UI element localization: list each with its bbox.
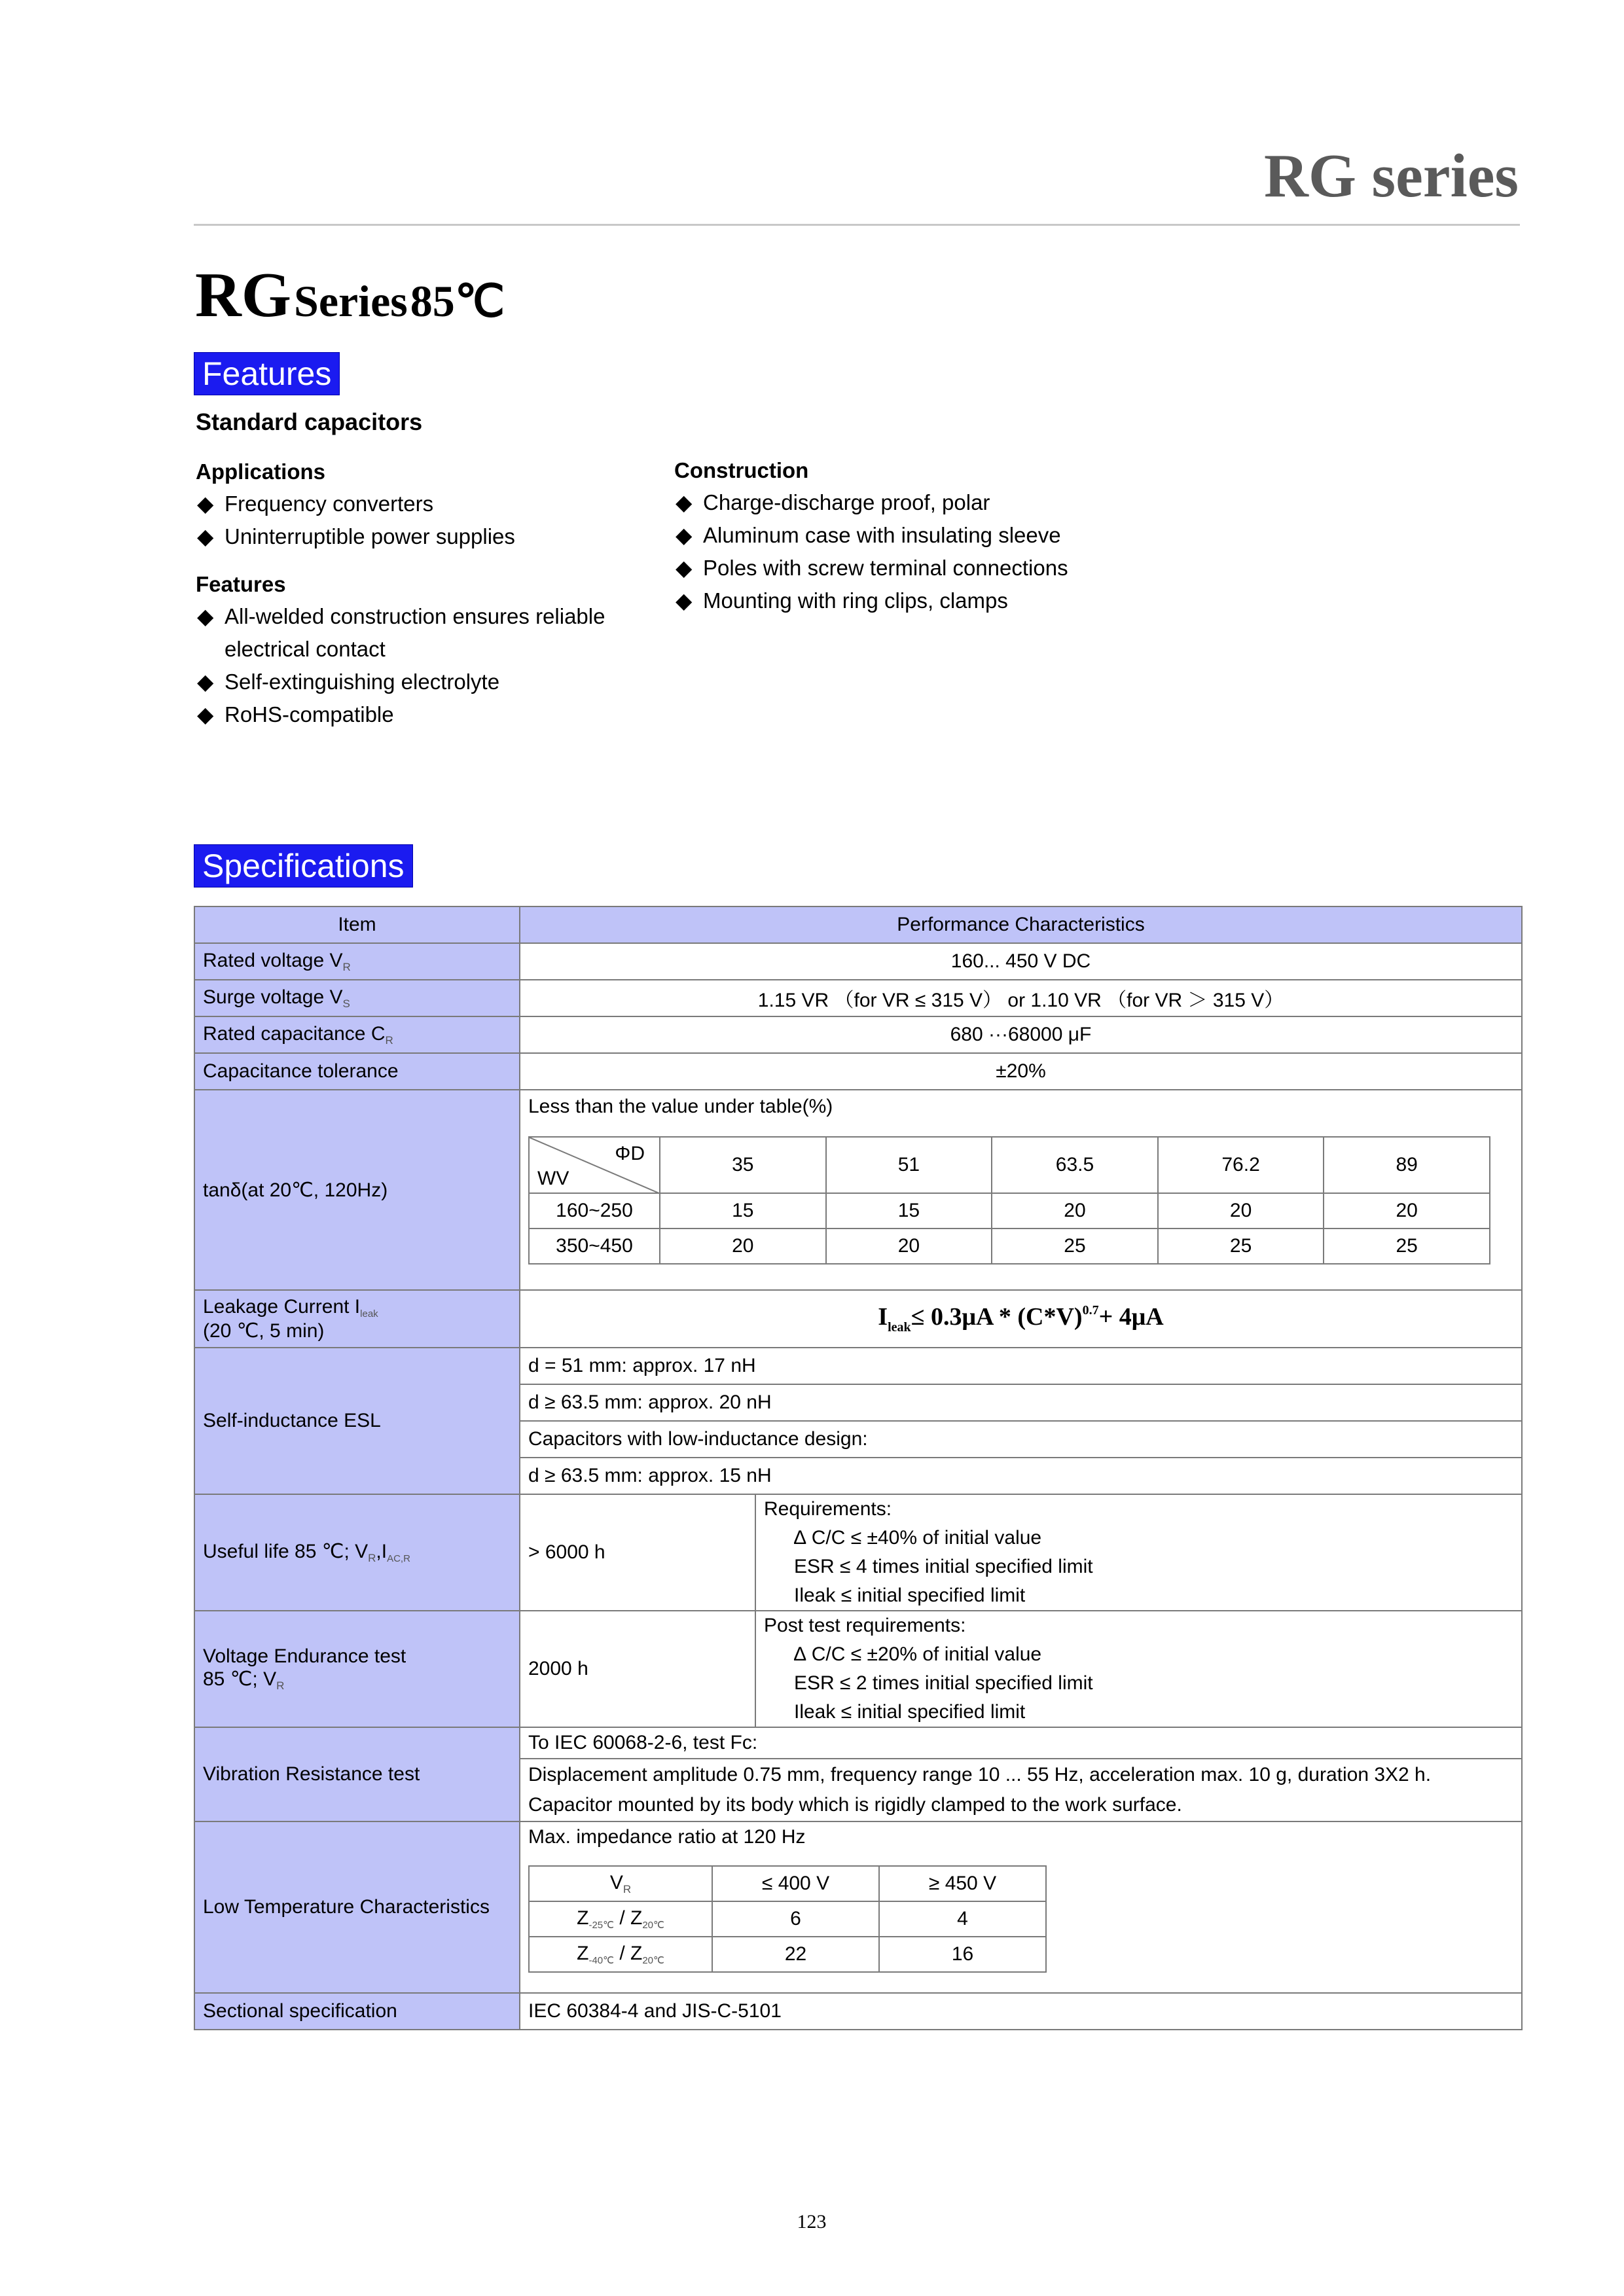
diamond-bullet-icon: ◆ bbox=[197, 670, 214, 694]
table-row bbox=[194, 1494, 1522, 1611]
leakage-label: Leakage Current $I_{leak}$ (20 ℃, 5 min) bbox=[194, 1290, 520, 1348]
sectional-label: Sectional specification bbox=[194, 1993, 520, 2030]
diameter-header: 63.5 bbox=[992, 1137, 1158, 1193]
vibration-label: Vibration Resistance test bbox=[194, 1727, 520, 1821]
table-row bbox=[194, 1348, 1522, 1384]
capacitance-tolerance-value: ±20% bbox=[520, 1053, 1522, 1090]
table-row: $Z_{-25℃} / Z_{20℃}$ 6 4 bbox=[529, 1901, 1046, 1937]
rated-capacitance-label: Rated capacitance $C_R$ bbox=[194, 1016, 520, 1053]
table-row bbox=[194, 1090, 1522, 1290]
useful-life-label: Useful life 85 ℃; $V_R,I_{AC,R}$ bbox=[194, 1494, 520, 1611]
diamond-bullet-icon: ◆ bbox=[676, 490, 693, 514]
rated-voltage-value: 160... 450 V DC bbox=[520, 943, 1522, 980]
low-temp-cell bbox=[520, 1821, 1522, 1993]
features-list bbox=[196, 600, 605, 731]
specifications-table bbox=[194, 906, 1523, 2030]
diameter-header: 89 bbox=[1324, 1137, 1490, 1193]
low-temp-table bbox=[528, 1865, 1047, 1973]
rated-voltage-label: Rated voltage $V_R$ bbox=[194, 943, 520, 980]
leakage-formula: $I_{leak}\le 0.3\mu A * (C*V)^{0.7}+ 4\mu A$ bbox=[520, 1290, 1522, 1348]
list-item: ◆ Frequency converters bbox=[196, 488, 515, 520]
vibration-line: To IEC 60068-2-6, test Fc: bbox=[520, 1727, 1522, 1759]
list-item: ◆ Uninterruptible power supplies bbox=[196, 520, 515, 553]
list-item: ◆ Aluminum case with insulating sleeve bbox=[674, 519, 1068, 552]
construction-heading: Construction bbox=[674, 458, 809, 482]
tan-delta-corner-cell bbox=[529, 1137, 660, 1193]
title-series-word: Series bbox=[294, 276, 408, 326]
table-row bbox=[194, 1290, 1522, 1348]
header-item: Item bbox=[194, 906, 520, 943]
esl-line: d = 51 mm: approx. 17 nH bbox=[520, 1348, 1522, 1384]
table-row bbox=[194, 1821, 1522, 1993]
table-header-row bbox=[194, 906, 1522, 943]
table-row: 160~250 15 15 20 20 20 bbox=[529, 1193, 1490, 1229]
vr-header: $V_R$ bbox=[529, 1866, 712, 1901]
table-row: $Z_{-40℃} / Z_{20℃}$ 22 16 bbox=[529, 1937, 1046, 1972]
vibration-details: Displacement amplitude 0.75 mm, frequency range 10 ... 55 Hz, acceleration max. 10 g, duration 3X2 h. Capacitor mounted by its body which is rigidly clamped to the work surface. bbox=[520, 1759, 1522, 1821]
voltage-endurance-requirements: Post test requirements: ∆ C/C ≤ ±20% of initial value ESR ≤ 2 times initial specified limit Ileak ≤ initial specified limit bbox=[755, 1611, 1522, 1727]
features-section-tag: Features bbox=[194, 352, 340, 395]
diamond-bullet-icon: ◆ bbox=[197, 702, 214, 726]
surge-voltage-value: 1.15 VR （for VR ≤ 315 V） or 1.10 VR （for VR ＞ 315 V） bbox=[520, 980, 1522, 1016]
voltage-col-header: ≥ 450 V bbox=[879, 1866, 1046, 1901]
construction-list bbox=[674, 486, 1068, 617]
title-temperature: 85℃ bbox=[410, 276, 505, 326]
diameter-header: 76.2 bbox=[1158, 1137, 1324, 1193]
sectional-value: IEC 60384-4 and JIS-C-5101 bbox=[520, 1993, 1522, 2030]
list-item: ◆ Mounting with ring clips, clamps bbox=[674, 584, 1068, 617]
list-item: ◆ Charge-discharge proof, polar bbox=[674, 486, 1068, 519]
useful-life-value: > 6000 h bbox=[520, 1494, 755, 1611]
diamond-bullet-icon: ◆ bbox=[676, 556, 693, 580]
list-item: ◆ Self-extinguishing electrolyte bbox=[196, 666, 605, 698]
tan-delta-table bbox=[528, 1136, 1490, 1265]
table-row bbox=[194, 980, 1522, 1016]
page-number: 123 bbox=[797, 2211, 827, 2233]
useful-life-requirements: Requirements: ∆ C/C ≤ ±40% of initial value ESR ≤ 4 times initial specified limit Ileak ≤ initial specified limit bbox=[755, 1494, 1522, 1611]
specifications-section-tag: Specifications bbox=[194, 844, 413, 888]
low-temp-note: Max. impedance ratio at 120 Hz bbox=[528, 1826, 806, 1848]
diamond-bullet-icon: ◆ bbox=[197, 524, 214, 548]
tan-delta-cell bbox=[520, 1090, 1522, 1290]
series-header: RG series bbox=[1264, 142, 1519, 210]
diamond-bullet-icon: ◆ bbox=[197, 492, 214, 516]
phi-d-label: ΦD bbox=[615, 1143, 645, 1164]
voltage-endurance-value: 2000 h bbox=[520, 1611, 755, 1727]
list-item: ◆ All-welded construction ensures reliable bbox=[196, 600, 605, 633]
applications-heading: Applications bbox=[196, 459, 326, 484]
table-row bbox=[194, 1016, 1522, 1053]
header-performance: Performance Characteristics bbox=[520, 906, 1522, 943]
esl-line: Capacitors with low-inductance design: bbox=[520, 1421, 1522, 1458]
list-item: ◆ Poles with screw terminal connections bbox=[674, 552, 1068, 584]
list-item: ◆ RoHS-compatible bbox=[196, 698, 605, 731]
header-divider bbox=[194, 224, 1520, 226]
esl-label: Self-inductance ESL bbox=[194, 1348, 520, 1494]
diameter-header: 35 bbox=[660, 1137, 826, 1193]
rated-capacitance-value: 680 ···68000 μF bbox=[520, 1016, 1522, 1053]
tan-delta-label: tanδ(at 20℃, 120Hz) bbox=[194, 1090, 520, 1290]
wv-label: WV bbox=[537, 1168, 569, 1189]
title-series-code: RG bbox=[195, 260, 291, 331]
table-row bbox=[194, 943, 1522, 980]
applications-list bbox=[196, 488, 515, 553]
diamond-bullet-icon: ◆ bbox=[676, 588, 693, 613]
table-row bbox=[194, 1611, 1522, 1727]
table-row bbox=[194, 1727, 1522, 1759]
low-temp-label: Low Temperature Characteristics bbox=[194, 1821, 520, 1993]
esl-line: d ≥ 63.5 mm: approx. 20 nH bbox=[520, 1384, 1522, 1421]
features-heading: Features bbox=[196, 572, 286, 596]
tan-delta-note: Less than the value under table(%) bbox=[528, 1096, 833, 1117]
page-title bbox=[195, 259, 505, 332]
table-row: 350~450 20 20 25 25 25 bbox=[529, 1229, 1490, 1264]
diameter-header: 51 bbox=[826, 1137, 992, 1193]
surge-voltage-label: Surge voltage $V_S$ bbox=[194, 980, 520, 1016]
features-intro: Standard capacitors bbox=[196, 408, 423, 435]
diamond-bullet-icon: ◆ bbox=[197, 604, 214, 628]
list-item: electrical contact bbox=[225, 637, 386, 661]
voltage-col-header: ≤ 400 V bbox=[712, 1866, 879, 1901]
capacitance-tolerance-label: Capacitance tolerance bbox=[194, 1053, 520, 1090]
table-row bbox=[194, 1993, 1522, 2030]
diamond-bullet-icon: ◆ bbox=[676, 523, 693, 547]
esl-line: d ≥ 63.5 mm: approx. 15 nH bbox=[520, 1458, 1522, 1494]
voltage-endurance-label: Voltage Endurance test 85 ℃; $V_R$ bbox=[194, 1611, 520, 1727]
table-row bbox=[194, 1053, 1522, 1090]
